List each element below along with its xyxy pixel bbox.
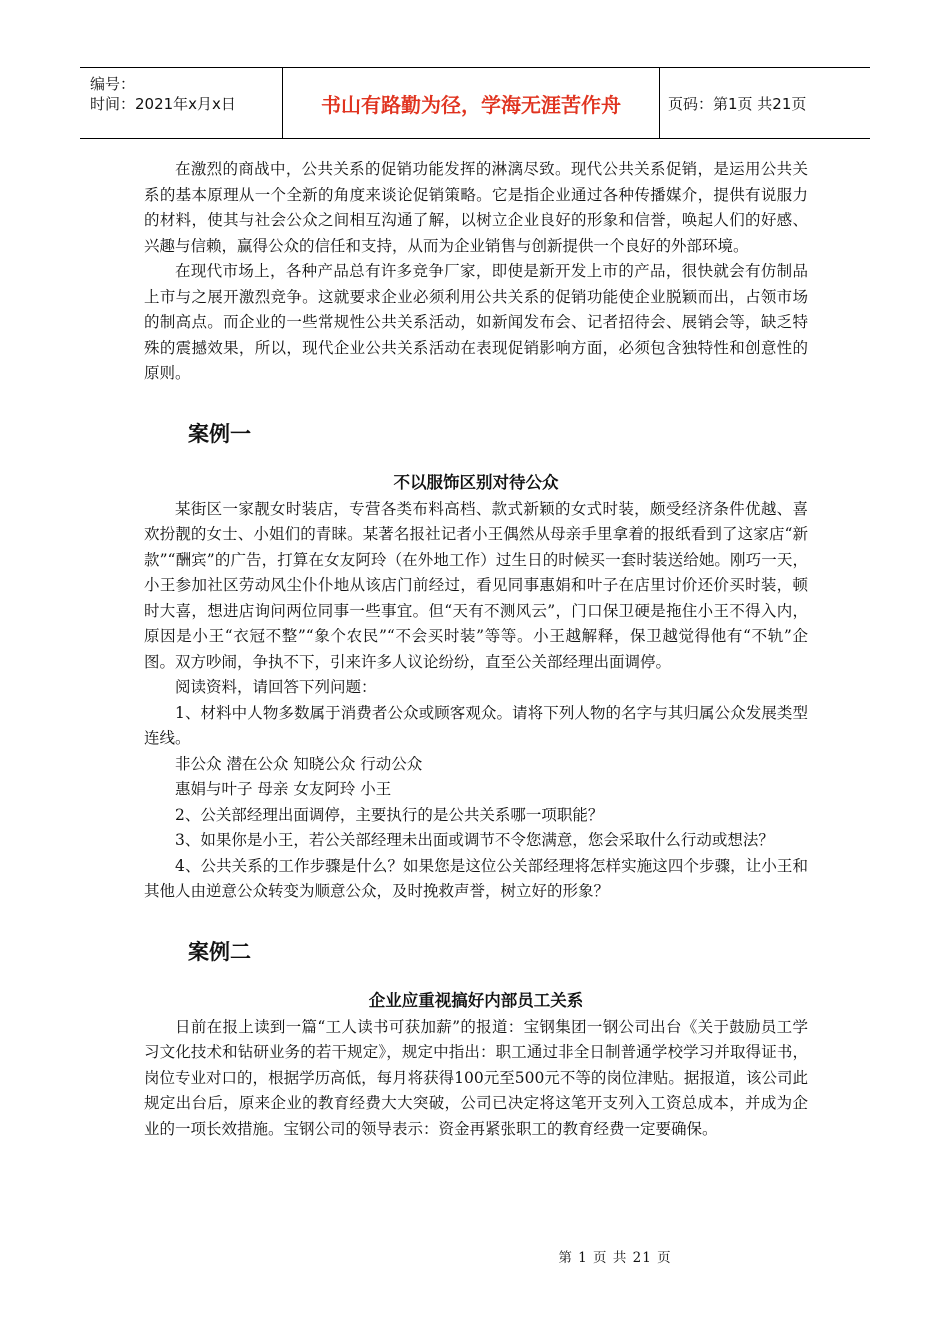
case1-question-1: 1、材料中人物多数属于消费者公众或顾客观众。请将下列人物的名字与其归属公众发展类型连线。 [144, 703, 808, 747]
case1-story: 某街区一家靓女时装店，专营各类布料高档、款式新颖的女式时装，颇受经济条件优越、喜欢扮靓的女士、小姐们的青睐。某著名报社记者小王偶然从母亲手里拿着的报纸看到了这家店“新款”“酬宾”的广告，打算在女友阿玲（在外地工作）过生日的时候买一套时装送给她。刚巧一天，小王参加社区劳动风尘仆仆地从该店门前经过，看见同事惠娟和叶子在店里讨价还价买时装，顿时大喜，想进店询问两位同事一些事宜。但“天有不测风云”，门口保卫硬是拖住小王不得入内，原因是小王“衣冠不整”“象个农民”“不会买时装”等等。小王越解释，保卫越觉得他有“不轨”企图。双方吵闹，争执不下，引来许多人议论纷纷，直至公关部经理出面调停。 [144, 499, 808, 671]
case1-people: 惠娟与叶子 母亲 女友阿玲 小王 [175, 780, 392, 798]
case1-question-3: 3、如果你是小王，若公关部经理未出面或调节不令您满意，您会采取什么行动或想法？ [175, 831, 774, 849]
case1-heading: 案例一 [188, 421, 251, 446]
header-meta [80, 68, 282, 138]
case1-question-4: 4、公共关系的工作步骤是什么？如果您是这位公关部经理将怎样实施这四个步骤，让小王和其他人由逆意公众转变为顺意公众，及时挽救声誉，树立好的形象？ [144, 856, 808, 900]
header-table [80, 67, 870, 139]
case1-title: 不以服饰区别对待公众 [393, 472, 559, 492]
number-label: 编号： [90, 75, 136, 93]
case2-title: 企业应重视搞好内部员工关系 [368, 990, 584, 1010]
page-footer [0, 1246, 950, 1266]
case1-prompt: 阅读资料，请回答下列问题： [175, 678, 377, 696]
page-label: 页码：第1页 共21页 [668, 94, 807, 113]
footer-page-number: 第 1 页 共 21 页 [558, 1250, 672, 1266]
case1-public-types: 非公众 潜在公众 知晓公众 行动公众 [175, 754, 423, 773]
intro-paragraph-2: 在现代市场上，各种产品总有许多竞争厂家，即使是新开发上市的产品，很快就会有仿制品上市与之展开激烈竞争。这就要求企业必须利用公共关系的促销功能使企业脱颖而出，占领市场的制高点。而企业的一些常规性公共关系活动，如新闻发布会、记者招待会、展销会等，缺乏特殊的震撼效果，所以，现代企业公共关系活动在表现促销影响方面，必须包含独特性和创意性的原则。 [144, 262, 808, 382]
case1-question-2: 2、公关部经理出面调停，主要执行的是公共关系哪一项职能？ [175, 805, 604, 824]
time-label: 时间：2021年x月x日 [90, 95, 236, 113]
motto: 书山有路勤为径，学海无涯苦作舟 [282, 68, 660, 138]
case2-story: 日前在报上读到一篇“工人读书可获加薪”的报道：宝钢集团一钢公司出台《关于鼓励员工学习文化技术和钻研业务的若干规定》，规定中指出：职工通过非全日制普通学校学习并取得证书，岗位专业对口的，根据学历高低，每月将获得100元至500元不等的岗位津贴。据报道，该公司此规定出台后，原来企业的教育经费大大突破，公司已决定将这笔开支列入工资总成本，并成为企业的一项长效措施。宝钢公司的领导表示：资金再紧张职工的教育经费一定要确保。 [144, 1017, 808, 1138]
document-body [144, 157, 808, 1142]
case2-heading: 案例二 [188, 939, 251, 964]
intro-paragraph-1: 在激烈的商战中，公共关系的促销功能发挥的淋漓尽致。现代公共关系促销，是运用公共关系的基本原理从一个全新的角度来谈论促销策略。它是指企业通过各种传播媒介，提供有说服力的材料，使其与社会公众之间相互沟通了解，以树立企业良好的形象和信誉，唤起人们的好感、兴趣与信赖，赢得公众的信任和支持，从而为企业销售与创新提供一个良好的外部环境。 [144, 160, 808, 255]
